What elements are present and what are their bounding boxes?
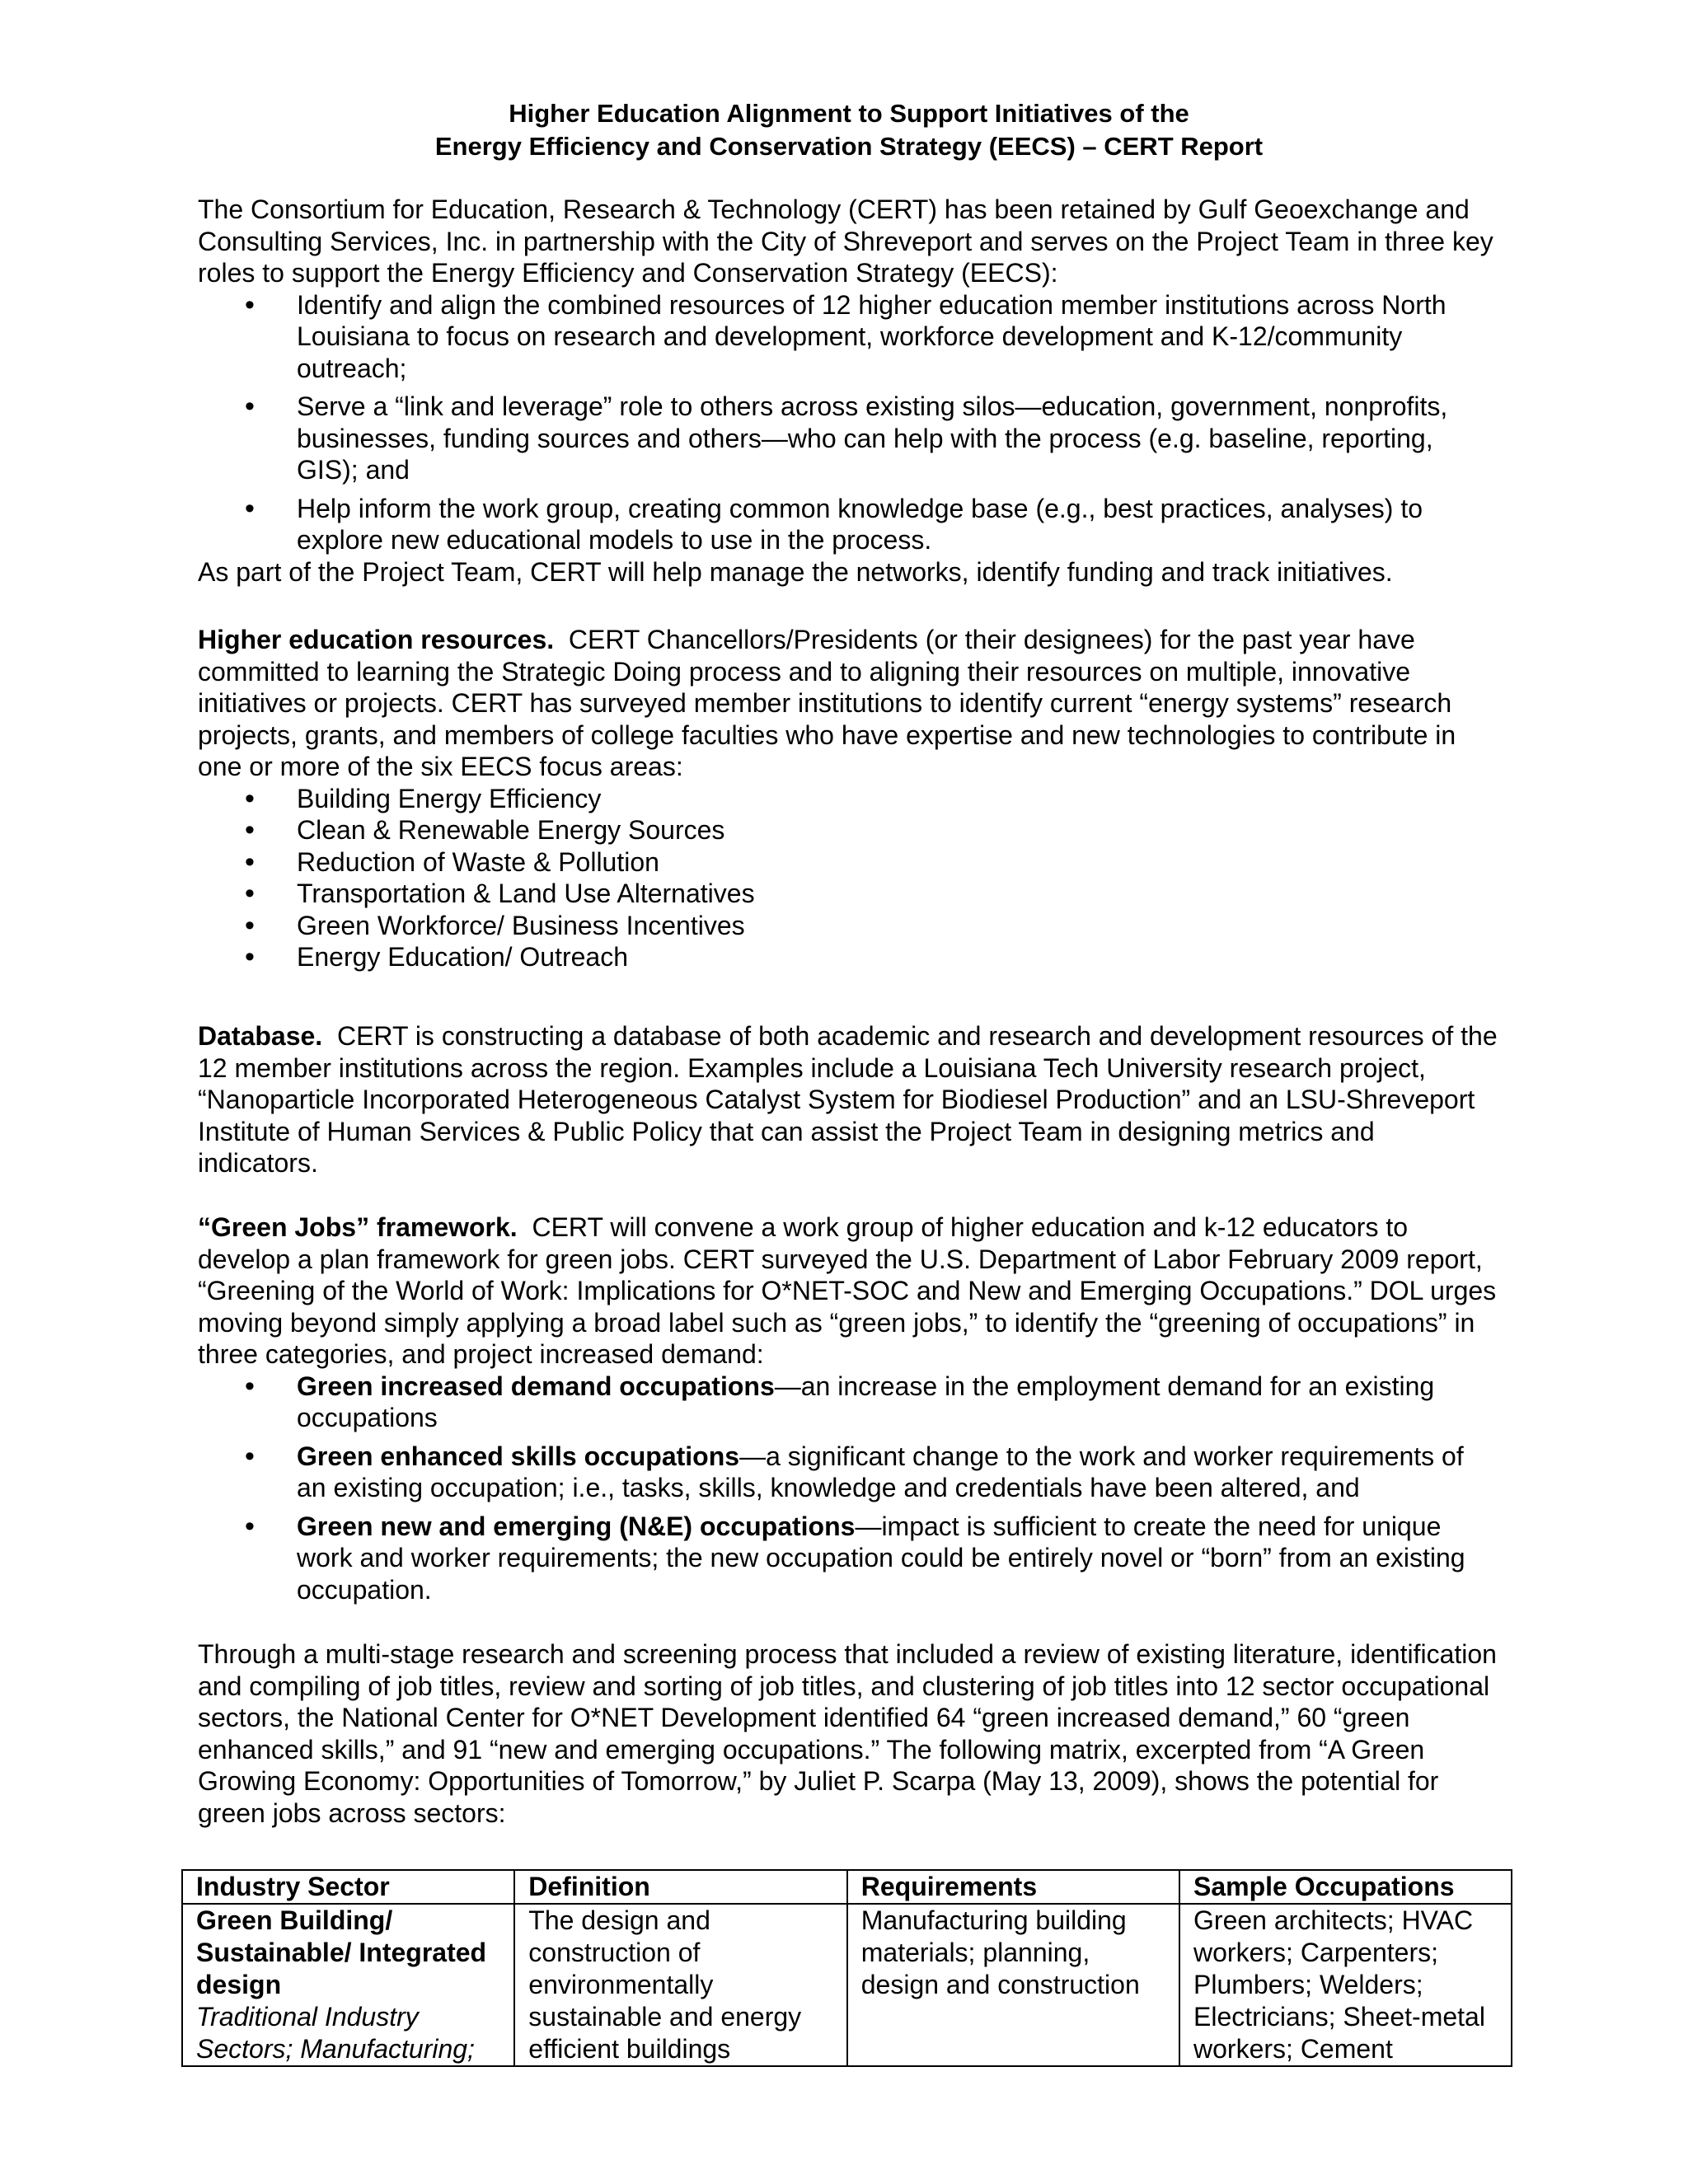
resources-heading: Higher education resources.	[198, 625, 555, 654]
header-sample-occupations: Sample Occupations	[1179, 1870, 1512, 1904]
list-item	[198, 1371, 1500, 1434]
database-text: CERT is constructing a database of both academic and research and development resources of the 12 member institutions across the region. Examples include a Louisiana Tech University research project, “Nanoparticle Incorporated Heterogeneous Catalyst System for Biodiesel Production” and an LSU-Shreveport Institute of Human Services & Public Policy that can assist the Project Team in designing metrics and indicators.	[198, 1021, 1498, 1178]
list-item: • Identify and align the combined resources of 12 higher education member institutions across North Louisiana to focus on research and development, workforce development and K-12/community outreach;	[198, 289, 1500, 385]
database-section	[198, 1020, 1500, 1179]
list-item: • Reduction of Waste & Pollution	[198, 846, 1500, 879]
list-item: • Clean & Renewable Energy Sources	[198, 814, 1500, 846]
category-term: Green new and emerging (N&E) occupations	[297, 1511, 856, 1541]
cell-definition: The design and construction of environmentally sustainable and energy efficient buildings	[514, 1904, 846, 2066]
resources-section	[198, 624, 1500, 973]
list-item	[198, 1441, 1500, 1504]
category-term: Green enhanced skills occupations	[297, 1441, 740, 1471]
intro-closing: As part of the Project Team, CERT will help manage the networks, identify funding and track initiatives.	[198, 556, 1393, 587]
table-header-row	[182, 1870, 1512, 1904]
list-item: • Serve a “link and leverage” role to others across existing silos—education, government, nonprofits, businesses, funding sources and others—who can help with the process (e.g. baseline, reporting, GIS); and	[198, 391, 1500, 486]
category-text: —a significant change to the work and worker requirements of an existing occupation; i.e., tasks, skills, knowledge and credentials have been altered, and	[297, 1441, 1464, 1502]
category-text: —impact is sufficient to create the need for unique work and worker requirements; the new occupation could be entirely novel or “born” from an existing occupation.	[297, 1511, 1465, 1605]
table-row	[182, 1904, 1512, 2066]
research-paragraph: Through a multi-stage research and screening process that included a review of existing literature, identification and compiling of job titles, review and sorting of job titles, and clustering of job titles into 12 sector occupational sectors, the National Center for O*NET Development identified 64 “green increased demand,” 60 “green enhanced skills,” and 91 “new and emerging occupations.” The following matrix, excerpted from “A Green Growing Economy: Opportunities of Tomorrow,” by Juliet P. Scarpa (May 13, 2009), shows the potential for green jobs across sectors:	[198, 1639, 1497, 1828]
database-heading: Database.	[198, 1021, 323, 1051]
header-requirements: Requirements	[847, 1870, 1179, 1904]
list-item: • Energy Education/ Outreach	[198, 941, 1500, 973]
green-jobs-text: CERT will convene a work group of higher education and k-12 educators to develop a plan framework for green jobs. CERT surveyed the U.S. Department of Labor February 2009 report, “Greening of the World of Work: Implications for O*NET-SOC and New and Emerging Occupations.” DOL urges moving beyond simply applying a broad label such as “green jobs,” to identify the “greening of occupations” in three categories, and project increased demand:	[198, 1212, 1497, 1369]
list-item	[198, 1511, 1500, 1606]
green-jobs-section	[198, 1212, 1500, 1605]
category-term: Green increased demand occupations	[297, 1371, 775, 1401]
cell-requirements: Manufacturing building materials; planning, design and construction	[847, 1904, 1179, 2066]
list-item: • Building Energy Efficiency	[198, 783, 1500, 815]
title-line-1: Higher Education Alignment to Support Initiatives of the	[509, 99, 1189, 128]
header-industry-sector: Industry Sector	[182, 1870, 514, 1904]
research-section	[198, 1638, 1500, 1829]
sector-subtitle: Traditional Industry Sectors; Manufacturing;	[196, 2002, 475, 2064]
intro-section	[198, 194, 1500, 588]
focus-areas-list	[198, 783, 1500, 973]
list-item: • Transportation & Land Use Alternatives	[198, 878, 1500, 910]
header-definition: Definition	[514, 1870, 846, 1904]
intro-paragraph: The Consortium for Education, Research & Technology (CERT) has been retained by Gulf Geoexchange and Consulting Services, Inc. in partnership with the City of Shreveport and serves on the Project Team in three key roles to support the Energy Efficiency and Conservation Strategy (EECS):	[198, 194, 1493, 288]
resources-text: CERT Chancellors/Presidents (or their designees) for the past year have committed to learning the Strategic Doing process and to aligning their resources on multiple, innovative initiatives or projects. CERT has surveyed member institutions to identify current “energy systems” research projects, grants, and members of college faculties who have expertise and new technologies to contribute in one or more of the six EECS focus areas:	[198, 625, 1456, 781]
sector-name: Green Building/ Sustainable/ Integrated design	[196, 1905, 487, 1999]
category-text: —an increase in the employment demand for an existing occupations	[297, 1371, 1435, 1432]
document-title	[198, 97, 1500, 163]
list-item: • Help inform the work group, creating common knowledge base (e.g., best practices, analyses) to explore new educational models to use in the process.	[198, 493, 1500, 556]
cell-sample-occupations: Green architects; HVAC workers; Carpenters; Plumbers; Welders; Electricians; Sheet-metal workers; Cement	[1179, 1904, 1512, 2066]
resources-paragraph	[198, 624, 1500, 783]
list-item: • Green Workforce/ Business Incentives	[198, 910, 1500, 942]
green-jobs-paragraph	[198, 1212, 1500, 1371]
green-jobs-heading: “Green Jobs” framework.	[198, 1212, 518, 1242]
occupation-categories-list	[198, 1371, 1500, 1606]
cell-industry-sector	[182, 1904, 514, 2066]
title-line-2: Energy Efficiency and Conservation Strategy (EECS) – CERT Report	[434, 132, 1264, 161]
green-jobs-matrix	[181, 1869, 1512, 2067]
roles-list	[198, 289, 1500, 556]
